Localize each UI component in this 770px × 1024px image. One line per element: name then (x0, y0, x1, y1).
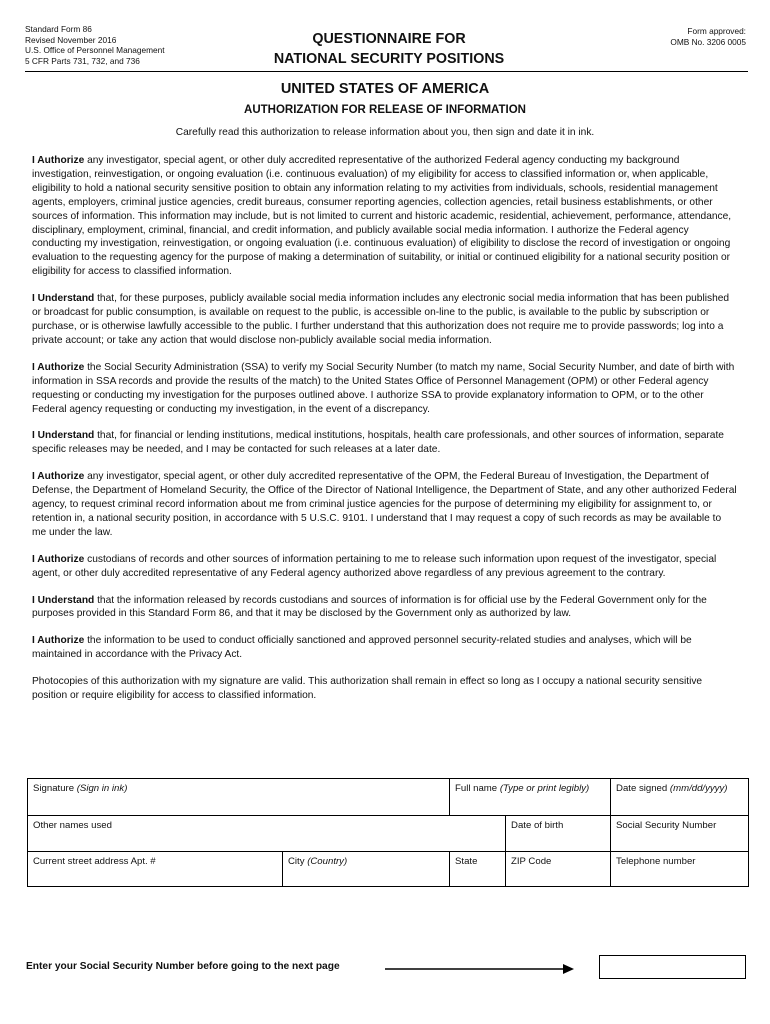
country-heading: UNITED STATES OF AMERICA (280, 81, 490, 97)
form-agency: U.S. Office of Personnel Management (25, 45, 165, 56)
paragraph: I Understand that the information released by records custodians and sources of information is for official use by the Federal Government only for the purposes provided in this Standard Form 86, and that it may be disclosed by the Government only as authorized by law. (32, 594, 707, 620)
paragraph: I Authorize the Social Security Administration (SSA) to verify my Social Security Number (to match my name, Social Security Number, and date of birth with information in SSA records and provide the results of the match) to the United States Office of Personnel Management (OPM) or other Federal agency requesting or conducting my investigation for the purposes outlined above. I authorize SSA to provide explanatory information to OPM, or to the other Federal agency requesting or conducting my investigation, in the event of a discrepancy. (32, 361, 735, 415)
ssn-field[interactable]: Social Security Number (611, 816, 749, 852)
paragraph: I Understand that, for financial or lending institutions, medical institutions, hospitals, health care professionals, and other sources of information, separate specific releases may be needed, and I may be contacted for such releases at a later date. (32, 430, 724, 456)
date-signed-field[interactable]: Date signed (mm/dd/yyyy) (611, 779, 749, 816)
paragraph: I Authorize the information to be used to conduct officially sanctioned and approved personnel security-related studies and analyses, which will be maintained in accordance with the Privacy Act. (32, 635, 692, 661)
paragraph: I Authorize any investigator, special agent, or other duly accredited representative of the authorized Federal agency conducting my background investigation, reinvestigation, or ongoing evaluation (i.e. continuous evaluation) of my eligibility for access to classified information or, when applicable, eligibility to hold a national security sensitive position to obtain any information relating to my activities from individuals, schools, residential management agents, employers, criminal justice agencies, credit bureaus, consumer reporting agencies, collection agencies, retail business establishments, or other sources of information. This information may include, but is not limited to current and historic academic, residential, achievement, performance, attendance, disciplinary, employment, criminal, financial, and credit information, and publicly available social media information. I authorize the Federal agency conducting my investigation, reinvestigation, or ongoing evaluation (i.e. continuous evaluation) of eligibility to disclose the record of investigation or ongoing evaluation to the requesting agency for the purpose of making a determination of suitability, or initial or continued eligibility for a national security position or eligibility for access to classified information. (32, 155, 732, 278)
authorization-title: AUTHORIZATION FOR RELEASE OF INFORMATION (244, 104, 526, 116)
paragraph: I Understand that, for these purposes, publicly available social media information includes any electronic social media information that has been published or broadcast for public consumption, is available on request to the public, is accessible on-line to the public, is available to the public by subscription or purchase, or is otherwise lawfully accessible to the public. I further understand that this authorization does not require me to provide passwords; log into a private account; or take any action that would disclose non-publicly available social media information. (32, 293, 730, 346)
state-field[interactable]: State (450, 852, 506, 887)
form-identifier (25, 24, 165, 66)
date-of-birth-field[interactable]: Date of birth (506, 816, 611, 852)
instructions: Carefully read this authorization to release information about you, then sign and date it in ink. (175, 127, 595, 138)
signature-field[interactable]: Signature (Sign in ink) (28, 779, 450, 816)
form-title: QUESTIONNAIRE FOR NATIONAL SECURITY POSITIONS (273, 31, 505, 67)
ssn-prompt: Enter your Social Security Number before going to the next page (26, 961, 340, 972)
paragraph: I Authorize any investigator, special agent, or other duly accredited representative of the OPM, the Federal Bureau of Investigation, the Department of Defense, the Department of Homeland Security, the Office of the Director of National Intelligence, the Department of State, and any other authorized Federal agency, to request criminal record information about me from criminal justice agencies for the purpose of determining my eligibility for assignment to, or retention in, a national security position, in accordance with 5 U.S.C. 9101. I understand that I may request a copy of such records as may be available to me under the law. (32, 471, 737, 538)
header-divider (25, 71, 748, 72)
paragraph: Photocopies of this authorization with my signature are valid. This authorization shall remain in effect so long as I occupy a national security sensitive position or require eligibility for access to classified information. (32, 676, 703, 702)
authorization-body (32, 154, 738, 716)
street-address-field[interactable]: Current street address Apt. # (28, 852, 283, 887)
other-names-field[interactable]: Other names used (28, 816, 506, 852)
full-name-field[interactable]: Full name (Type or print legibly) (450, 779, 611, 816)
form-number: Standard Form 86 (25, 24, 92, 34)
form-cfr: 5 CFR Parts 731, 732, and 736 (25, 55, 140, 66)
omb-approval: Form approved: OMB No. 3206 0005 (670, 26, 746, 47)
paragraph: I Authorize custodians of records and other sources of information pertaining to me to release such information upon request of the investigator, special agent, or other duly accredited representative of any Federal agency authorized above regardless of any previous agreement to the contrary. (32, 553, 717, 579)
zip-code-field[interactable]: ZIP Code (506, 852, 611, 887)
telephone-field[interactable]: Telephone number (611, 852, 749, 887)
signature-fields-table (27, 778, 749, 887)
city-field[interactable]: City (Country) (283, 852, 450, 887)
arrow-right-icon (385, 963, 575, 975)
footer-ssn-input[interactable] (599, 955, 746, 979)
form-revision: Revised November 2016 (25, 34, 117, 45)
